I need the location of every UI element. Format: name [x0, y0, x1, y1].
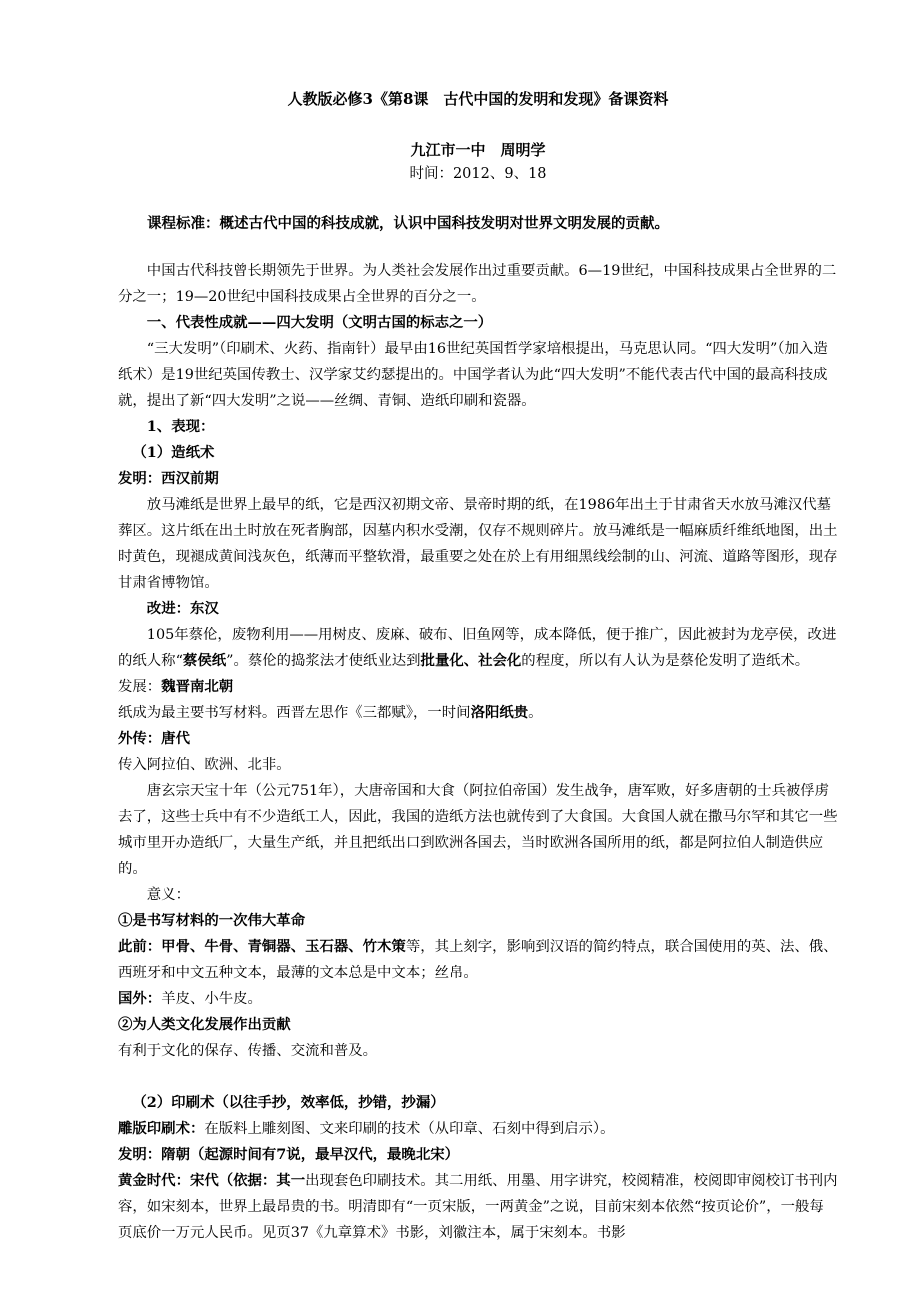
- papermaking-meaning-2: ②为人类文化发展作出贡献: [118, 1016, 291, 1033]
- document-date: 时间：2012、9、18: [409, 166, 547, 182]
- subsection-heading: 1、表现：: [146, 418, 215, 435]
- papermaking-invention-label: 发明：西汉前期: [118, 470, 219, 487]
- papermaking-before-text: 此前：甲骨、牛骨、青铜器、玉石器、竹木策等，其上刻字，影响到汉语的简约特点，联合国使用的英、法、俄、西班牙和中文五种文本，最薄的文本总是中文本；丝帛。: [118, 938, 838, 981]
- printing-block-text: 雕版印刷术：在版料上雕刻图、文来印刷的技术（从印章、石刻中得到启示）。: [118, 1120, 615, 1137]
- papermaking-abroad-text: 国外：羊皮、小牛皮。: [118, 990, 262, 1007]
- papermaking-meaning-label: 意义：: [146, 887, 190, 903]
- papermaking-spread-label: 外传：唐代: [118, 730, 190, 747]
- printing-invention-label: 发明：隋朝（起源时间有7说，最早汉代，最晚北宋）: [118, 1146, 459, 1163]
- document-title: 人教版必修3《第8课 古代中国的发明和发现》备课资料: [287, 90, 669, 108]
- document-page: [118, 88, 838, 1246]
- printing-golden-age-text: 黄金时代：宋代（依据：其一出现套色印刷技术。其二用纸、用墨、用字讲究，校阅精准，校阅即审阅校订书刊内容，如宋刻本，世界上最昂贵的书。明清即有“一页宋版，一两黄金”之说，目前宋刻本依然“按页论价”，一般每页底价一万元人民币。见页37《九章算术》书影，刘徽注本，属于宋刻本。书影: [118, 1172, 838, 1241]
- papermaking-meaning-2-text: 有利于文化的保存、传播、交流和普及。: [118, 1043, 378, 1059]
- four-inventions-paragraph: “三大发明”（印刷术、火药、指南针）最早由16世纪英国哲学家培根提出，马克思认同。“四大发明”（加入造纸术）是19世纪英国传教士、汉学家艾约瑟提出的。中国学者认为此“四大发明”不能代表古代中国的最高科技成就，提出了新“四大发明”之说——丝绸、青铜、造纸印刷和瓷器。: [118, 341, 828, 409]
- curriculum-standard: 课程标准：概述古代中国的科技成就，认识中国科技发明对世界文明发展的贡献。: [147, 215, 669, 232]
- section-heading: 一、代表性成就——四大发明（文明古国的标志之一）: [146, 314, 493, 331]
- papermaking-spread-story: 唐玄宗天宝十年（公元751年），大唐帝国和大食（阿拉伯帝国）发生战争，唐军败，好多唐朝的士兵被俘虏去了，这些士兵中有不少造纸工人，因此，我国的造纸方法也就传到了大食国。大食国人就在撒马尔罕和其它一些城市里开办造纸厂，大量生产纸，并且把纸出口到欧洲各国去，当时欧洲各国所用的纸，都是阿拉伯人制造供应的。: [118, 783, 838, 877]
- papermaking-heading: （1）造纸术: [132, 444, 215, 461]
- papermaking-development-text: 纸成为最主要书写材料。西晋左思作《三都赋》，一时间洛阳纸贵。: [118, 704, 543, 721]
- papermaking-spread-text: 传入阿拉伯、欧洲、北非。: [118, 757, 291, 773]
- papermaking-invention-text: 放马滩纸是世界上最早的纸，它是西汉初期文帝、景帝时期的纸，在1986年出土于甘肃省天水放马滩汉代墓葬区。这片纸在出土时放在死者胸部，因墓内积水受潮，仅存不规则碎片。放马滩纸是一幅麻质纤维纸地图，出土时黄色，现褪成黄间浅灰色，纸薄而平整软滑，最重要之处在於上有用细黑线绘制的山、河流、道路等图形，现存甘肃省博物馆。: [118, 497, 838, 591]
- intro-paragraph: 中国古代科技曾长期领先于世界。为人类社会发展作出过重要贡献。6—19世纪，中国科技成果占全世界的二分之一；19—20世纪中国科技成果占全世界的百分之一。: [118, 263, 837, 305]
- papermaking-improvement-text: 105年蔡伦，废物利用——用树皮、废麻、破布、旧鱼网等，成本降低，便于推广，因此被封为龙亭侯，改进的纸人称“蔡侯纸”。蔡伦的捣浆法才使纸业达到批量化、社会化的程度，所以有人认为是蔡伦发明了造纸术。: [118, 627, 837, 669]
- papermaking-improvement-label: 改进：东汉: [146, 600, 219, 617]
- papermaking-meaning-1: ①是书写材料的一次伟大革命: [118, 912, 306, 929]
- papermaking-development-label: 发展：魏晋南北朝: [118, 678, 234, 695]
- document-author: 九江市一中 周明学: [410, 141, 546, 159]
- printing-heading: （2）印刷术（以往手抄，效率低，抄错，抄漏）: [132, 1094, 445, 1111]
